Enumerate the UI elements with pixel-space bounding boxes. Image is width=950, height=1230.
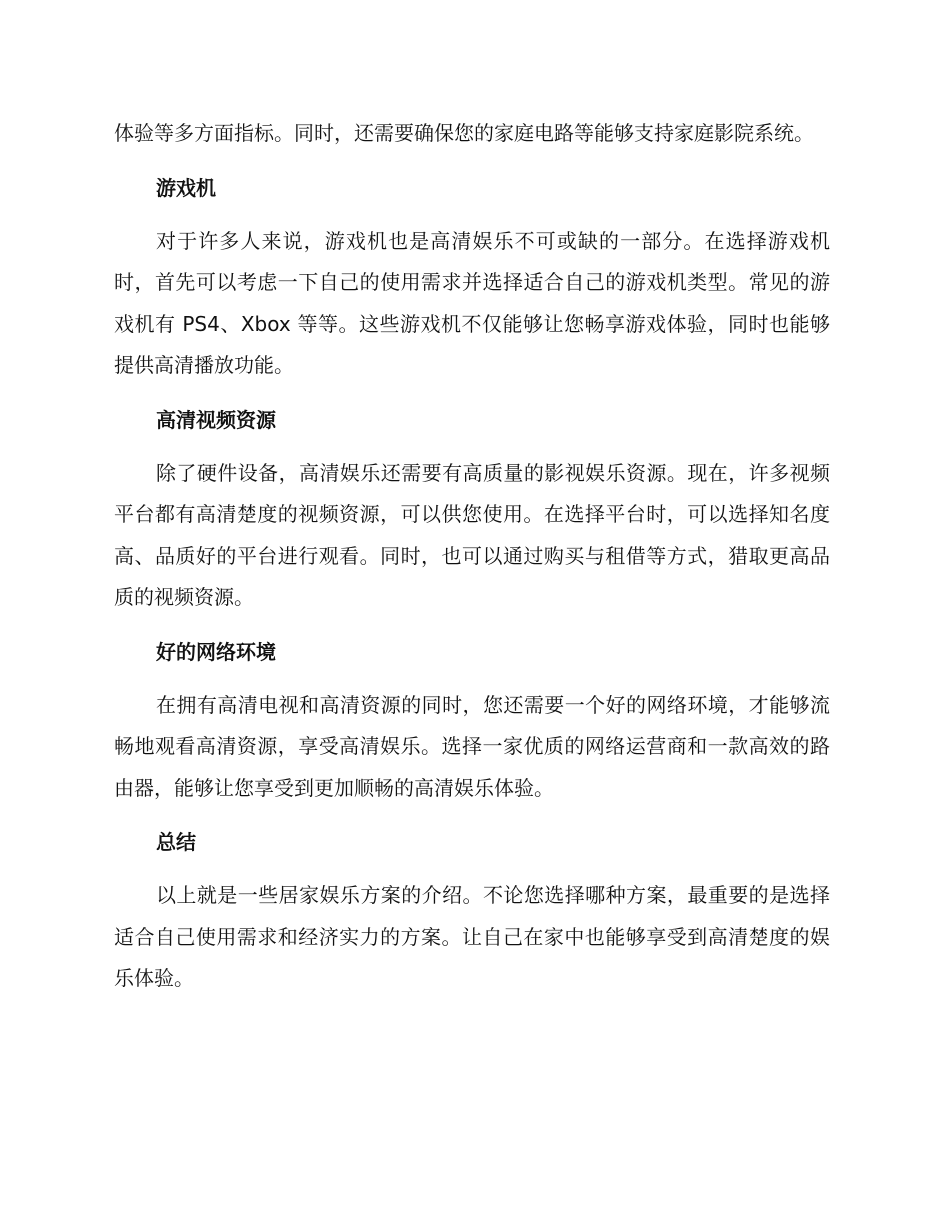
paragraph-game-console: 对于许多人来说，游戏机也是高清娱乐不可或缺的一部分。在选择游戏机时，首先可以考虑一下自己的使用需求并选择适合自己的游戏机类型。常见的游戏机有 PS4、Xbox 等等。这些游戏机不仅能够让您畅享游戏体验，同时也能够提供高清播放功能。 [114,228,830,377]
paragraph-network-environment: 在拥有高清电视和高清资源的同时，您还需要一个好的网络环境，才能够流畅地观看高清资源，享受高清娱乐。选择一家优质的网络运营商和一款高效的路由器，能够让您享受到更加顺畅的高清娱乐体验。 [114,692,830,800]
paragraph-hd-video-resources: 除了硬件设备，高清娱乐还需要有高质量的影视娱乐资源。现在，许多视频平台都有高清楚度的视频资源，可以供您使用。在选择平台时，可以选择知名度高、品质好的平台进行观看。同时，也可以通过购买与租借等方式，猎取更高品质的视频资源。 [114,460,830,609]
heading-network-environment: 好的网络环境 [156,639,276,664]
paragraph-continued: 体验等多方面指标。同时，还需要确保您的家庭电路等能够支持家庭影院系统。 [114,121,814,145]
paragraph-summary: 以上就是一些居家娱乐方案的介绍。不论您选择哪种方案，最重要的是选择适合自己使用需求和经济实力的方案。让自己在家中也能够享受到高清楚度的娱乐体验。 [114,883,830,990]
heading-hd-video-resources: 高清视频资源 [156,407,276,432]
heading-game-console: 游戏机 [156,175,216,200]
heading-summary: 总结 [156,830,196,854]
document-body [114,113,830,1000]
